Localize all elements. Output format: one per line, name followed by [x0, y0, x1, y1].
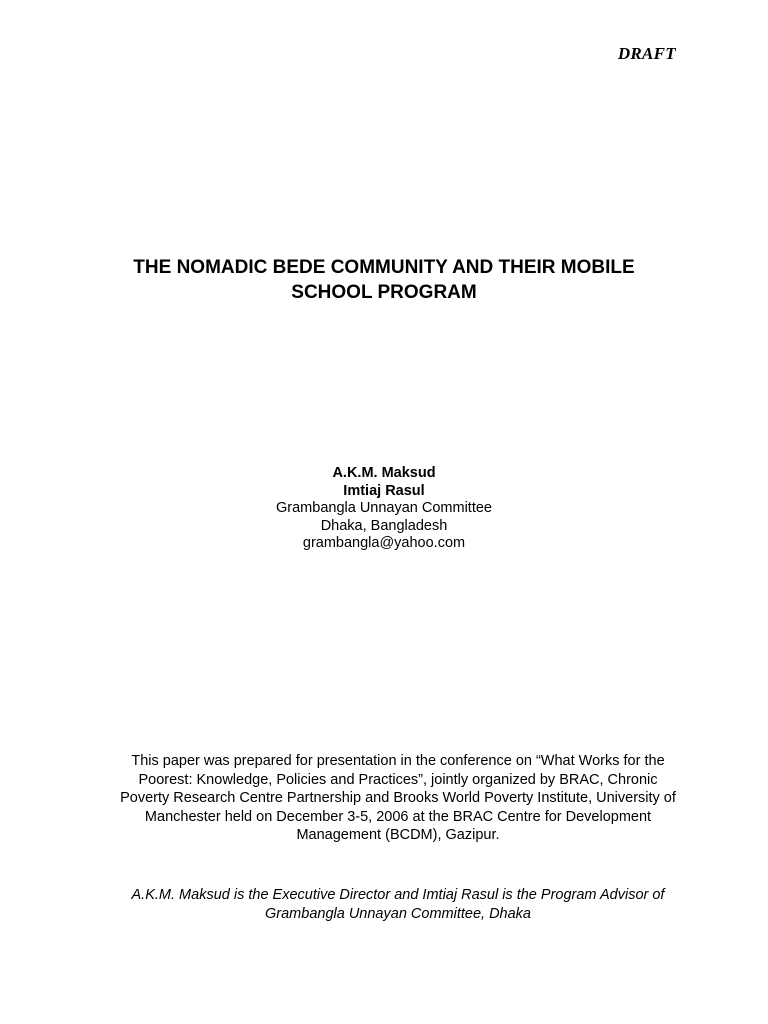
author-name-1: A.K.M. Maksud	[332, 465, 436, 481]
author-note	[110, 886, 686, 923]
conference-note	[110, 752, 686, 845]
paper-title-line-1: THE NOMADIC BEDE COMMUNITY AND THEIR MOBILE	[133, 257, 635, 278]
author-email: grambangla@yahoo.com	[302, 535, 466, 551]
author-organization: Grambangla Unnayan Committee	[276, 500, 492, 516]
author-note-line-1: A.K.M. Maksud is the Executive Director and Imtiaj Rasul is the Program Advisor of	[131, 887, 665, 903]
paper-title-line-2: SCHOOL PROGRAM	[291, 282, 477, 303]
conference-note-line-5: Management (BCDM), Gazipur.	[296, 827, 500, 843]
conference-note-line-2: Poorest: Knowledge, Policies and Practices”, jointly organized by BRAC, Chronic	[138, 771, 658, 788]
conference-note-line-1: This paper was prepared for presentation in the conference on “What Works for the	[131, 753, 665, 769]
conference-note-line-3: Poverty Research Centre Partnership and Brooks World Poverty Institute, University of	[120, 790, 676, 806]
author-name-2: Imtiaj Rasul	[343, 482, 425, 499]
draft-label: DRAFT	[617, 44, 676, 63]
author-location: Dhaka, Bangladesh	[320, 517, 448, 534]
author-note-line-2: Grambangla Unnayan Committee, Dhaka	[265, 905, 531, 922]
paper-title	[0, 255, 768, 305]
conference-note-line-4: Manchester held on December 3-5, 2006 at the BRAC Centre for Development	[144, 808, 652, 825]
author-block	[0, 465, 768, 553]
